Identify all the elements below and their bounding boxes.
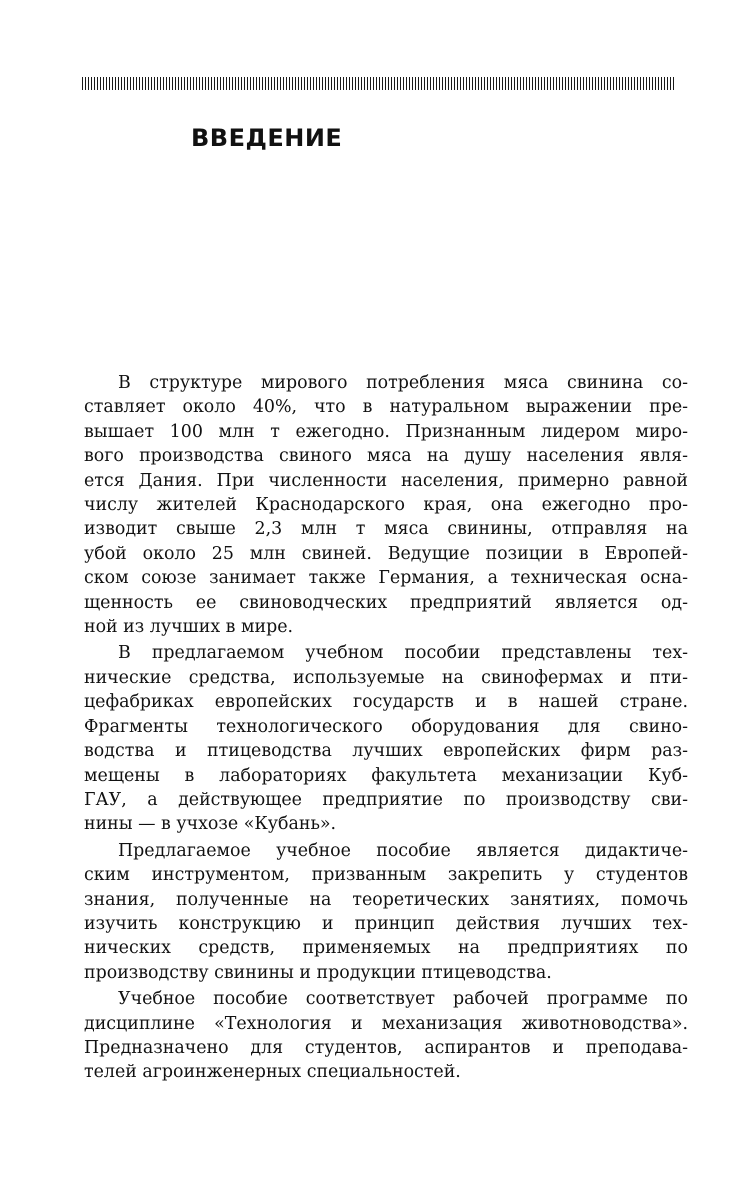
text-line: производству свинины и продукции птицеводства. bbox=[84, 962, 552, 983]
text-line: мещены в лабораториях факультета механизации Куб- bbox=[84, 765, 688, 786]
text-line: ной из лучших в мире. bbox=[84, 617, 294, 638]
chapter-title: ВВЕДЕНИЕ bbox=[191, 124, 343, 152]
text-line: знания, полученные на теоретических занятиях, помочь bbox=[84, 889, 688, 910]
text-line: Учебное пособие соответствует рабочей программе по bbox=[118, 989, 688, 1010]
text-line: В структуре мирового потребления мяса свинина со- bbox=[118, 373, 688, 393]
text-line: ГАУ, а действующее предприятие по производству сви- bbox=[84, 789, 688, 810]
text-line: дисциплине «Технология и механизация животноводства». bbox=[84, 1013, 688, 1034]
paragraph-3 bbox=[84, 839, 688, 985]
text-line: В предлагаемом учебном пособии представлены тех- bbox=[118, 643, 688, 664]
text-line: нические средства, используемые на свинофермах и пти- bbox=[84, 667, 688, 688]
text-line: ставляет около 40%, что в натуральном выражении пре- bbox=[84, 397, 688, 418]
text-line: телей агроинженерных специальностей. bbox=[84, 1062, 461, 1083]
text-line: нины — в учхозе «Кубань». bbox=[84, 814, 337, 835]
text-line: ским инструментом, призванным закрепить у студентов bbox=[84, 865, 688, 886]
text-line: нических средств, применяемых на предприятиях по bbox=[84, 938, 688, 959]
text-line: числу жителей Краснодарского края, она ежегодно про- bbox=[84, 495, 688, 516]
text-line: изводит свыше 2,3 млн т мяса свинины, отправляя на bbox=[84, 519, 688, 540]
text-line: водства и птицеводства лучших европейских фирм раз- bbox=[84, 741, 688, 762]
paragraph-4 bbox=[84, 987, 688, 1085]
text-line: цефабриках европейских государств и в нашей стране. bbox=[84, 692, 688, 713]
text-line: Фрагменты технологического оборудования для свино- bbox=[84, 716, 688, 737]
text-line: вого производства свиного мяса на душу населения явля- bbox=[84, 446, 688, 467]
paragraph-1 bbox=[84, 371, 688, 639]
text-line: убой около 25 млн свиней. Ведущие позиции в Европей- bbox=[84, 543, 688, 564]
text-line: вышает 100 млн т ежегодно. Признанным лидером миро- bbox=[84, 421, 688, 442]
text-line: Предназначено для студентов, аспирантов и преподава- bbox=[84, 1037, 688, 1058]
header-hatch-rule bbox=[82, 77, 676, 90]
text-line: ется Дания. При численности населения, примерно равной bbox=[84, 470, 688, 491]
text-line: изучить конструкцию и принцип действия лучших тех- bbox=[84, 913, 688, 934]
text-line: ском союзе занимает также Германия, а техническая осна- bbox=[84, 568, 688, 589]
text-line: щенность ее свиноводческих предприятий является од- bbox=[84, 592, 688, 613]
paragraph-2 bbox=[84, 641, 688, 836]
text-line: Предлагаемое учебное пособие является дидактиче- bbox=[118, 840, 688, 861]
body-text bbox=[84, 371, 688, 1087]
